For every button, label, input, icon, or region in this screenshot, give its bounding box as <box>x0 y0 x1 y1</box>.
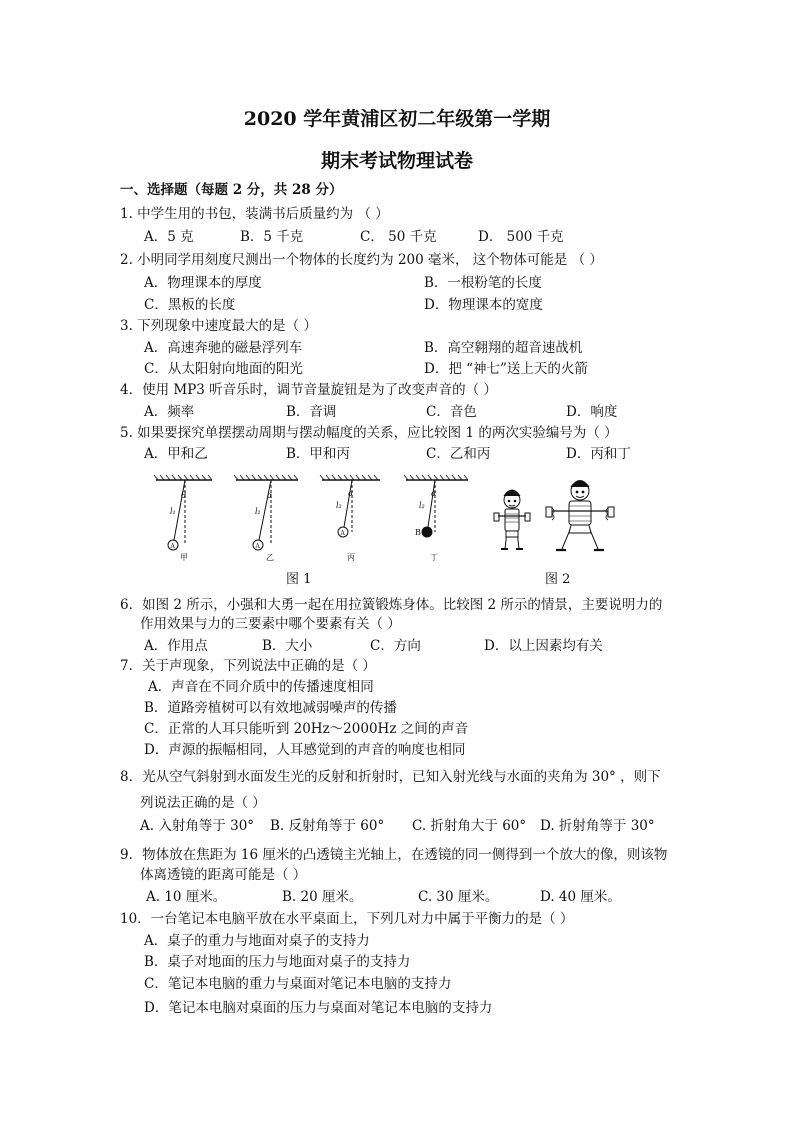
q9-option-a: A. 10 厘米。 <box>146 889 227 905</box>
pend-4-ball: B <box>415 528 421 537</box>
kid-dayong <box>546 481 614 551</box>
question-2-stem: 2. 小明同学用刻度尺测出一个物体的长度约为 200 毫米， 这个物体可能是 （ ） <box>120 252 603 268</box>
q4-option-c: C．音色 <box>426 404 477 420</box>
q3-option-c: C．从太阳射向地面的阳光 <box>144 361 303 377</box>
q8-option-a: A. 入射角等于 30° <box>140 818 255 834</box>
pend-2-name: 乙 <box>266 553 274 562</box>
question-9-stem-line2: 体离透镜的距离可能是（ ） <box>140 867 307 883</box>
q7-option-c: C．正常的人耳只能听到 20Hz～2000Hz 之间的声音 <box>144 721 469 737</box>
q10-option-c: C．笔记本电脑的重力与桌面对笔记本电脑的支持力 <box>144 976 452 992</box>
figure-2-illustration <box>490 478 630 566</box>
q9-option-c: C. 30 厘米。 <box>418 889 499 905</box>
figure-1-pendulums <box>150 472 480 566</box>
figure-2-caption: 图 2 <box>545 572 571 587</box>
pendulum-bing <box>320 475 380 537</box>
question-3-stem: 3. 下列现象中速度最大的是（ ） <box>120 318 317 334</box>
q1-option-d: D． 500 千克 <box>478 229 564 245</box>
q10-option-a: A．桌子的重力与地面对桌子的支持力 <box>144 933 370 949</box>
pend-1-length: l₁ <box>170 507 176 516</box>
q5-option-a: A．甲和乙 <box>144 446 208 462</box>
pend-3-name: 丙 <box>347 553 355 562</box>
pend-3-length: l₂ <box>336 501 342 510</box>
q3-option-a: A．高速奔驰的磁悬浮列车 <box>144 340 303 356</box>
pendulum-ding <box>404 475 468 537</box>
q4-option-d: D．响度 <box>566 404 618 420</box>
q5-option-d: D．丙和丁 <box>566 446 631 462</box>
question-5-stem: 5. 如果要探究单摆摆动周期与摆动幅度的关系，应比较图 1 的两次实验编号为（ ） <box>120 425 618 441</box>
pend-3-angle: α <box>348 489 354 498</box>
question-6-stem-line1: 6．如图 2 所示，小强和大勇一起在用拉簧锻炼身体。比较图 2 所示的情景，主要说明力的 <box>120 597 663 613</box>
page-title-line2: 期末考试物理试卷 <box>320 150 473 172</box>
question-1-stem: 1. 中学生用的书包，装满书后质量约为 （ ） <box>120 206 389 222</box>
pend-2-angle: α <box>267 491 273 500</box>
q7-option-a: A．声音在不同介质中的传播速度相同 <box>148 679 374 695</box>
pend-4-angle: α <box>431 489 437 498</box>
q9-option-d: D. 40 厘米。 <box>540 889 621 905</box>
q6-option-a: A．作用点 <box>144 638 208 654</box>
question-8-stem-line1: 8．光从空气斜射到水面发生光的反射和折射时，已知入射光线与水面的夹角为 30° ，则下 <box>120 769 661 785</box>
q8-option-d: D. 折射角等于 30° <box>540 818 655 834</box>
q2-option-c: C．黑板的长度 <box>144 297 236 313</box>
pend-1-name: 甲 <box>180 553 188 562</box>
q6-option-d: D．以上因素均有关 <box>484 638 603 654</box>
pend-1-angle: θ <box>181 491 186 500</box>
q2-option-a: A．物理课本的厚度 <box>144 275 262 291</box>
q4-option-a: A．频率 <box>144 404 195 420</box>
question-6-stem-line2: 作用效果与力的三要素中哪个要素有关（ ） <box>140 616 401 632</box>
q5-option-b: B．甲和丙 <box>286 446 350 462</box>
q4-option-b: B．音调 <box>286 404 337 420</box>
q10-option-b: B．桌子对地面的压力与地面对桌子的支持力 <box>144 954 411 970</box>
q2-option-d: D．物理课本的宽度 <box>424 297 543 313</box>
pend-2-length: l₁ <box>255 507 261 516</box>
kid-xiaoqiang <box>494 490 530 549</box>
q1-option-c: C． 50 千克 <box>360 229 437 245</box>
q3-option-b: B．高空翱翔的超音速战机 <box>424 340 583 356</box>
q10-option-d: D．笔记本电脑对桌面的压力与桌面对笔记本电脑的支持力 <box>144 1000 493 1016</box>
q1-option-a: A．5 克 <box>144 229 194 245</box>
pend-1-ball: A <box>170 543 175 550</box>
q8-option-c: C. 折射角大于 60° <box>412 818 527 834</box>
section-heading: 一、选择题（每题 2 分，共 28 分） <box>120 182 343 198</box>
pend-2-ball: A <box>255 543 260 550</box>
question-9-stem-line1: 9．物体放在焦距为 16 厘米的凸透镜主光轴上，在透镜的同一侧得到一个放大的像，则该物 <box>120 847 668 863</box>
page-title-line1: 2020 学年黄浦区初二年级第一学期 <box>243 108 551 130</box>
q7-option-b: B．道路旁植树可以有效地减弱噪声的传播 <box>144 700 397 716</box>
pendulum-yi <box>234 475 298 550</box>
q8-option-b: B. 反射角等于 60° <box>270 818 385 834</box>
pend-4-length: l₂ <box>419 501 425 510</box>
q1-option-b: B．5 千克 <box>240 229 304 245</box>
pend-4-name: 丁 <box>430 553 438 562</box>
q7-option-d: D．声源的振幅相同，人耳感觉到的声音的响度也相同 <box>144 742 466 758</box>
q3-option-d: D．把 “神七”送上天的火箭 <box>424 361 588 377</box>
question-7-stem: 7．关于声现象，下列说法中正确的是（ ） <box>120 658 376 674</box>
question-10-stem: 10．一台笔记本电脑平放在水平桌面上，下列几对力中属于平衡力的是（ ） <box>120 911 574 927</box>
question-8-stem-line2: 列说法正确的是（ ） <box>140 795 266 811</box>
q6-option-c: C．方向 <box>370 638 421 654</box>
pendulum-jia <box>154 475 212 550</box>
q2-option-b: B．一根粉笔的长度 <box>424 275 542 291</box>
q9-option-b: B. 20 厘米。 <box>282 889 363 905</box>
figure-1-caption: 图 1 <box>286 572 312 587</box>
pend-3-ball: A <box>340 530 345 537</box>
q6-option-b: B．大小 <box>262 638 313 654</box>
q5-option-c: C．乙和丙 <box>426 446 491 462</box>
question-4-stem: 4．使用 MP3 听音乐时，调节音量旋钮是为了改变声音的（ ） <box>120 382 497 398</box>
